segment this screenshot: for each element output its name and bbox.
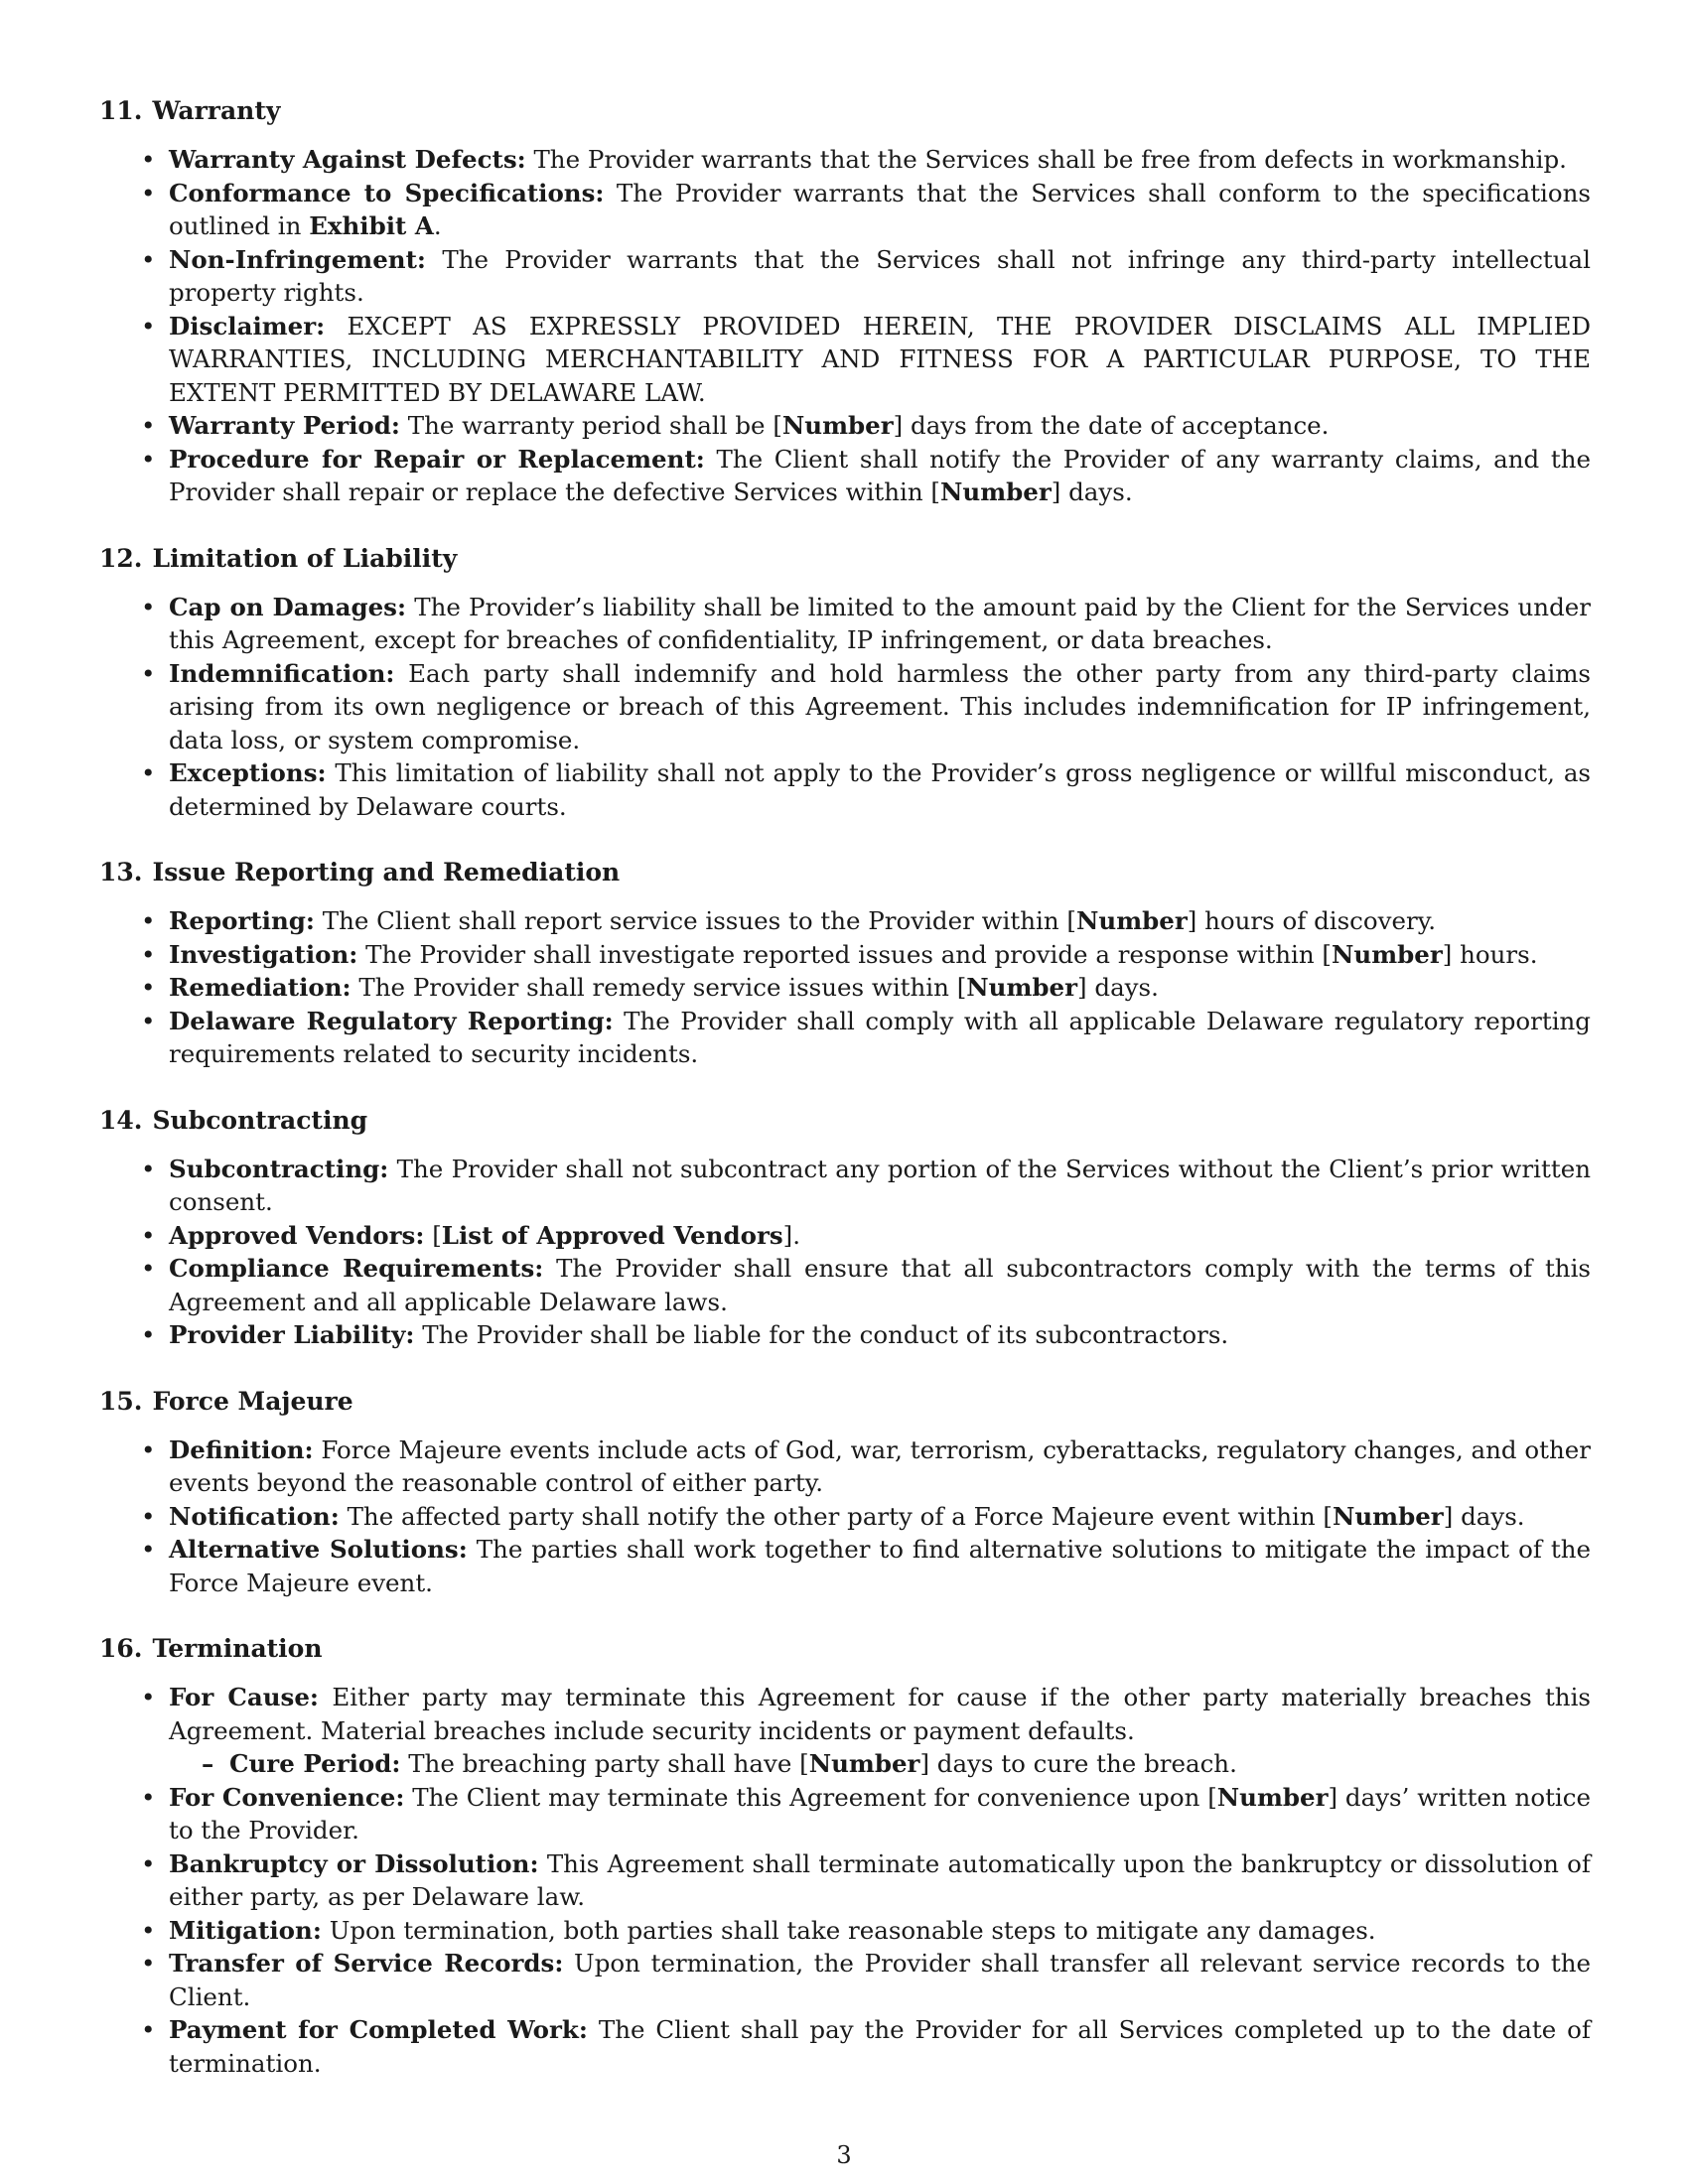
section-issue-reporting bbox=[99, 856, 1591, 1071]
item-text: Upon termination, the Provider shall transfer all relevant service records to the Client. bbox=[169, 1949, 1591, 2011]
section-heading bbox=[99, 856, 1591, 889]
list-item bbox=[99, 1914, 1591, 1948]
item-after: ] days. bbox=[1051, 478, 1133, 506]
item-bold: Number bbox=[1075, 906, 1188, 935]
item-label: Disclaimer: bbox=[169, 311, 326, 341]
item-label: Procedure for Repair or Replacement: bbox=[169, 444, 705, 474]
item-after: ] days. bbox=[1443, 1501, 1525, 1531]
item-text: EXCEPT AS EXPRESSLY PROVIDED HEREIN, THE PROVIDER DISCLAIMS ALL IMPLIED WARRANTIES, INCLUDING MERCHANTABILITY AND FITNESS FOR A PARTICULAR PURPOSE, TO THE EXTENT PERMITTED BY DELAWARE LAW. bbox=[169, 311, 1591, 407]
section-termination bbox=[99, 1632, 1591, 2080]
list-item bbox=[99, 1219, 1591, 1253]
list-item bbox=[99, 1433, 1591, 1500]
item-label: Warranty Against Defects: bbox=[169, 145, 526, 174]
item-text: The Provider shall investigate reported issues and provide a response within [ bbox=[365, 939, 1332, 969]
item-text: The warranty period shall be [ bbox=[407, 411, 782, 440]
section-heading bbox=[99, 542, 1591, 576]
section-warranty bbox=[99, 94, 1591, 509]
item-label: Delaware Regulatory Reporting: bbox=[169, 1006, 614, 1035]
bullet-list bbox=[99, 591, 1591, 824]
bullet-list bbox=[99, 904, 1591, 1071]
item-label: Investigation: bbox=[169, 939, 358, 969]
item-bold: Number bbox=[966, 973, 1078, 1002]
item-text: The Client shall report service issues to the Provider within [ bbox=[322, 906, 1076, 935]
item-label: Non-Infringement: bbox=[169, 244, 426, 274]
item-label: Approved Vendors: bbox=[169, 1220, 425, 1250]
item-after: ]. bbox=[782, 1220, 801, 1250]
item-label: Cap on Damages: bbox=[169, 592, 407, 621]
item-label: Definition: bbox=[169, 1434, 314, 1464]
list-item bbox=[99, 1500, 1591, 1534]
section-number: 13. bbox=[99, 858, 143, 887]
item-text: Force Majeure events include acts of God, war, terrorism, cyberattacks, regulatory changes, and other events beyond the reasonable control of either party. bbox=[169, 1434, 1591, 1497]
item-text: The Provider warrants that the Services shall conform to the specifications outlined in bbox=[169, 178, 1591, 240]
item-after: . bbox=[433, 211, 442, 240]
item-bold: Number bbox=[781, 411, 894, 440]
item-text: The Provider shall ensure that all subcontractors comply with the terms of this Agreement and all applicable Delaware laws. bbox=[169, 1254, 1591, 1316]
list-item bbox=[99, 1153, 1591, 1219]
list-item bbox=[99, 1847, 1591, 1914]
list-item bbox=[99, 243, 1591, 310]
list-item bbox=[99, 591, 1591, 657]
item-text: Each party shall indemnify and hold harmless the other party from any third-party claims arising from its own negligence or breach of this Agreement. This includes indemnification for IP infringement, data loss, or system compromise. bbox=[169, 658, 1591, 754]
item-label: Remediation: bbox=[169, 973, 352, 1002]
item-text: The Client shall notify the Provider of any warranty claims, and the Provider shall repair or replace the defective Services within [ bbox=[169, 444, 1591, 506]
section-heading bbox=[99, 94, 1591, 128]
list-item bbox=[99, 1781, 1591, 1847]
item-label: Alternative Solutions: bbox=[169, 1535, 468, 1564]
item-text: Either party may terminate this Agreement for cause if the other party materially breaches this Agreement. Material breaches include security incidents or payment defaults. bbox=[169, 1683, 1591, 1745]
bullet-list bbox=[99, 143, 1591, 509]
item-after: ] days’ written notice to the Provider. bbox=[169, 1782, 1591, 1844]
item-label: Payment for Completed Work: bbox=[169, 2015, 588, 2044]
list-item bbox=[99, 143, 1591, 177]
item-label: Reporting: bbox=[169, 906, 315, 935]
section-number: 12. bbox=[99, 543, 143, 573]
list-item bbox=[99, 177, 1591, 243]
item-label: Conformance to Specifications: bbox=[169, 178, 605, 207]
sub-list-item bbox=[169, 1747, 1591, 1781]
item-text: This limitation of liability shall not apply to the Provider’s gross negligence or willful misconduct, as determined by Delaware courts. bbox=[169, 758, 1591, 821]
section-heading bbox=[99, 1385, 1591, 1419]
list-item bbox=[99, 409, 1591, 443]
list-item bbox=[99, 1252, 1591, 1318]
item-after: ] hours. bbox=[1442, 939, 1538, 969]
section-title: Termination bbox=[152, 1634, 323, 1663]
item-text: The Client may terminate this Agreement for convenience upon [ bbox=[412, 1782, 1217, 1812]
sub-list bbox=[169, 1747, 1591, 1781]
section-title: Subcontracting bbox=[152, 1105, 368, 1135]
list-item bbox=[99, 2013, 1591, 2080]
item-after: ] days. bbox=[1077, 973, 1159, 1002]
item-bold: Number bbox=[808, 1749, 920, 1778]
section-number: 15. bbox=[99, 1386, 143, 1416]
item-text: [ bbox=[432, 1220, 442, 1250]
item-label: Mitigation: bbox=[169, 1915, 322, 1945]
section-heading bbox=[99, 1632, 1591, 1666]
item-bold: Number bbox=[940, 478, 1052, 506]
list-item bbox=[99, 310, 1591, 410]
section-title: Force Majeure bbox=[152, 1386, 353, 1416]
section-title: Issue Reporting and Remediation bbox=[152, 858, 621, 887]
item-label: Provider Liability: bbox=[169, 1320, 415, 1349]
item-bold: Number bbox=[1216, 1782, 1329, 1812]
section-number: 14. bbox=[99, 1105, 143, 1135]
item-label: For Cause: bbox=[169, 1683, 319, 1711]
item-label: Cure Period: bbox=[229, 1749, 401, 1778]
item-text: The Provider warrants that the Services shall be free from defects in workmanship. bbox=[533, 145, 1567, 174]
bullet-list bbox=[99, 1681, 1591, 2080]
item-bold: Number bbox=[1332, 1501, 1444, 1531]
list-item bbox=[99, 1005, 1591, 1071]
item-text: The Provider shall not subcontract any portion of the Services without the Client’s prior written consent. bbox=[169, 1154, 1591, 1216]
item-text: The affected party shall notify the other party of a Force Majeure event within [ bbox=[347, 1501, 1333, 1531]
list-item bbox=[99, 904, 1591, 938]
section-subcontracting bbox=[99, 1104, 1591, 1352]
bullet-list bbox=[99, 1433, 1591, 1600]
list-item bbox=[99, 971, 1591, 1005]
item-label: Transfer of Service Records: bbox=[169, 1949, 564, 1978]
item-label: For Convenience: bbox=[169, 1782, 405, 1812]
item-bold: Exhibit A bbox=[309, 211, 434, 240]
item-text: The Provider shall be liable for the conduct of its subcontractors. bbox=[422, 1320, 1229, 1349]
section-heading bbox=[99, 1104, 1591, 1138]
list-item bbox=[99, 1947, 1591, 2013]
document-page bbox=[99, 94, 1591, 2113]
item-text: The breaching party shall have [ bbox=[408, 1749, 809, 1778]
list-item bbox=[99, 756, 1591, 823]
item-text: Upon termination, both parties shall take reasonable steps to mitigate any damages. bbox=[329, 1915, 1376, 1945]
item-label: Notification: bbox=[169, 1501, 340, 1531]
item-text: The Provider’s liability shall be limited to the amount paid by the Client for the Services under this Agreement, except for breaches of confidentiality, IP infringement, or data breaches. bbox=[169, 592, 1591, 654]
item-label: Indemnification: bbox=[169, 658, 395, 688]
item-bold: List of Approved Vendors bbox=[441, 1220, 783, 1250]
list-item bbox=[99, 1318, 1591, 1352]
list-item bbox=[99, 1533, 1591, 1599]
item-after: ] days to cure the breach. bbox=[919, 1749, 1237, 1778]
item-text: The Provider shall remedy service issues within [ bbox=[358, 973, 967, 1002]
item-text: The Client shall pay the Provider for all Services completed up to the date of termination. bbox=[169, 2015, 1592, 2078]
list-item bbox=[99, 443, 1591, 509]
item-text: The parties shall work together to find alternative solutions to mitigate the impact of the Force Majeure event. bbox=[169, 1535, 1591, 1597]
bullet-list bbox=[99, 1153, 1591, 1352]
section-title: Warranty bbox=[152, 96, 281, 125]
item-label: Bankruptcy or Dissolution: bbox=[169, 1848, 539, 1878]
section-force-majeure bbox=[99, 1385, 1591, 1600]
section-number: 16. bbox=[99, 1634, 143, 1663]
list-item bbox=[99, 938, 1591, 972]
item-bold: Number bbox=[1332, 939, 1443, 969]
item-label: Subcontracting: bbox=[169, 1154, 389, 1183]
section-title: Limitation of Liability bbox=[152, 543, 458, 573]
item-label: Compliance Requirements: bbox=[169, 1254, 544, 1283]
section-number: 11. bbox=[99, 96, 143, 125]
item-after: ] hours of discovery. bbox=[1187, 906, 1437, 935]
section-limitation-of-liability bbox=[99, 542, 1591, 824]
list-item bbox=[99, 1681, 1591, 1781]
item-text: The Provider warrants that the Services shall not infringe any third-party intellectual property rights. bbox=[169, 244, 1591, 307]
item-text: This Agreement shall terminate automatically upon the bankruptcy or dissolution of either party, as per Delaware law. bbox=[169, 1848, 1591, 1911]
item-after: ] days from the date of acceptance. bbox=[893, 411, 1330, 440]
item-label: Warranty Period: bbox=[169, 411, 400, 440]
list-item bbox=[99, 657, 1591, 757]
page-number: 3 bbox=[836, 2141, 852, 2169]
item-text: The Provider shall comply with all applicable Delaware regulatory reporting requirements related to security incidents. bbox=[169, 1006, 1591, 1068]
item-label: Exceptions: bbox=[169, 758, 327, 787]
